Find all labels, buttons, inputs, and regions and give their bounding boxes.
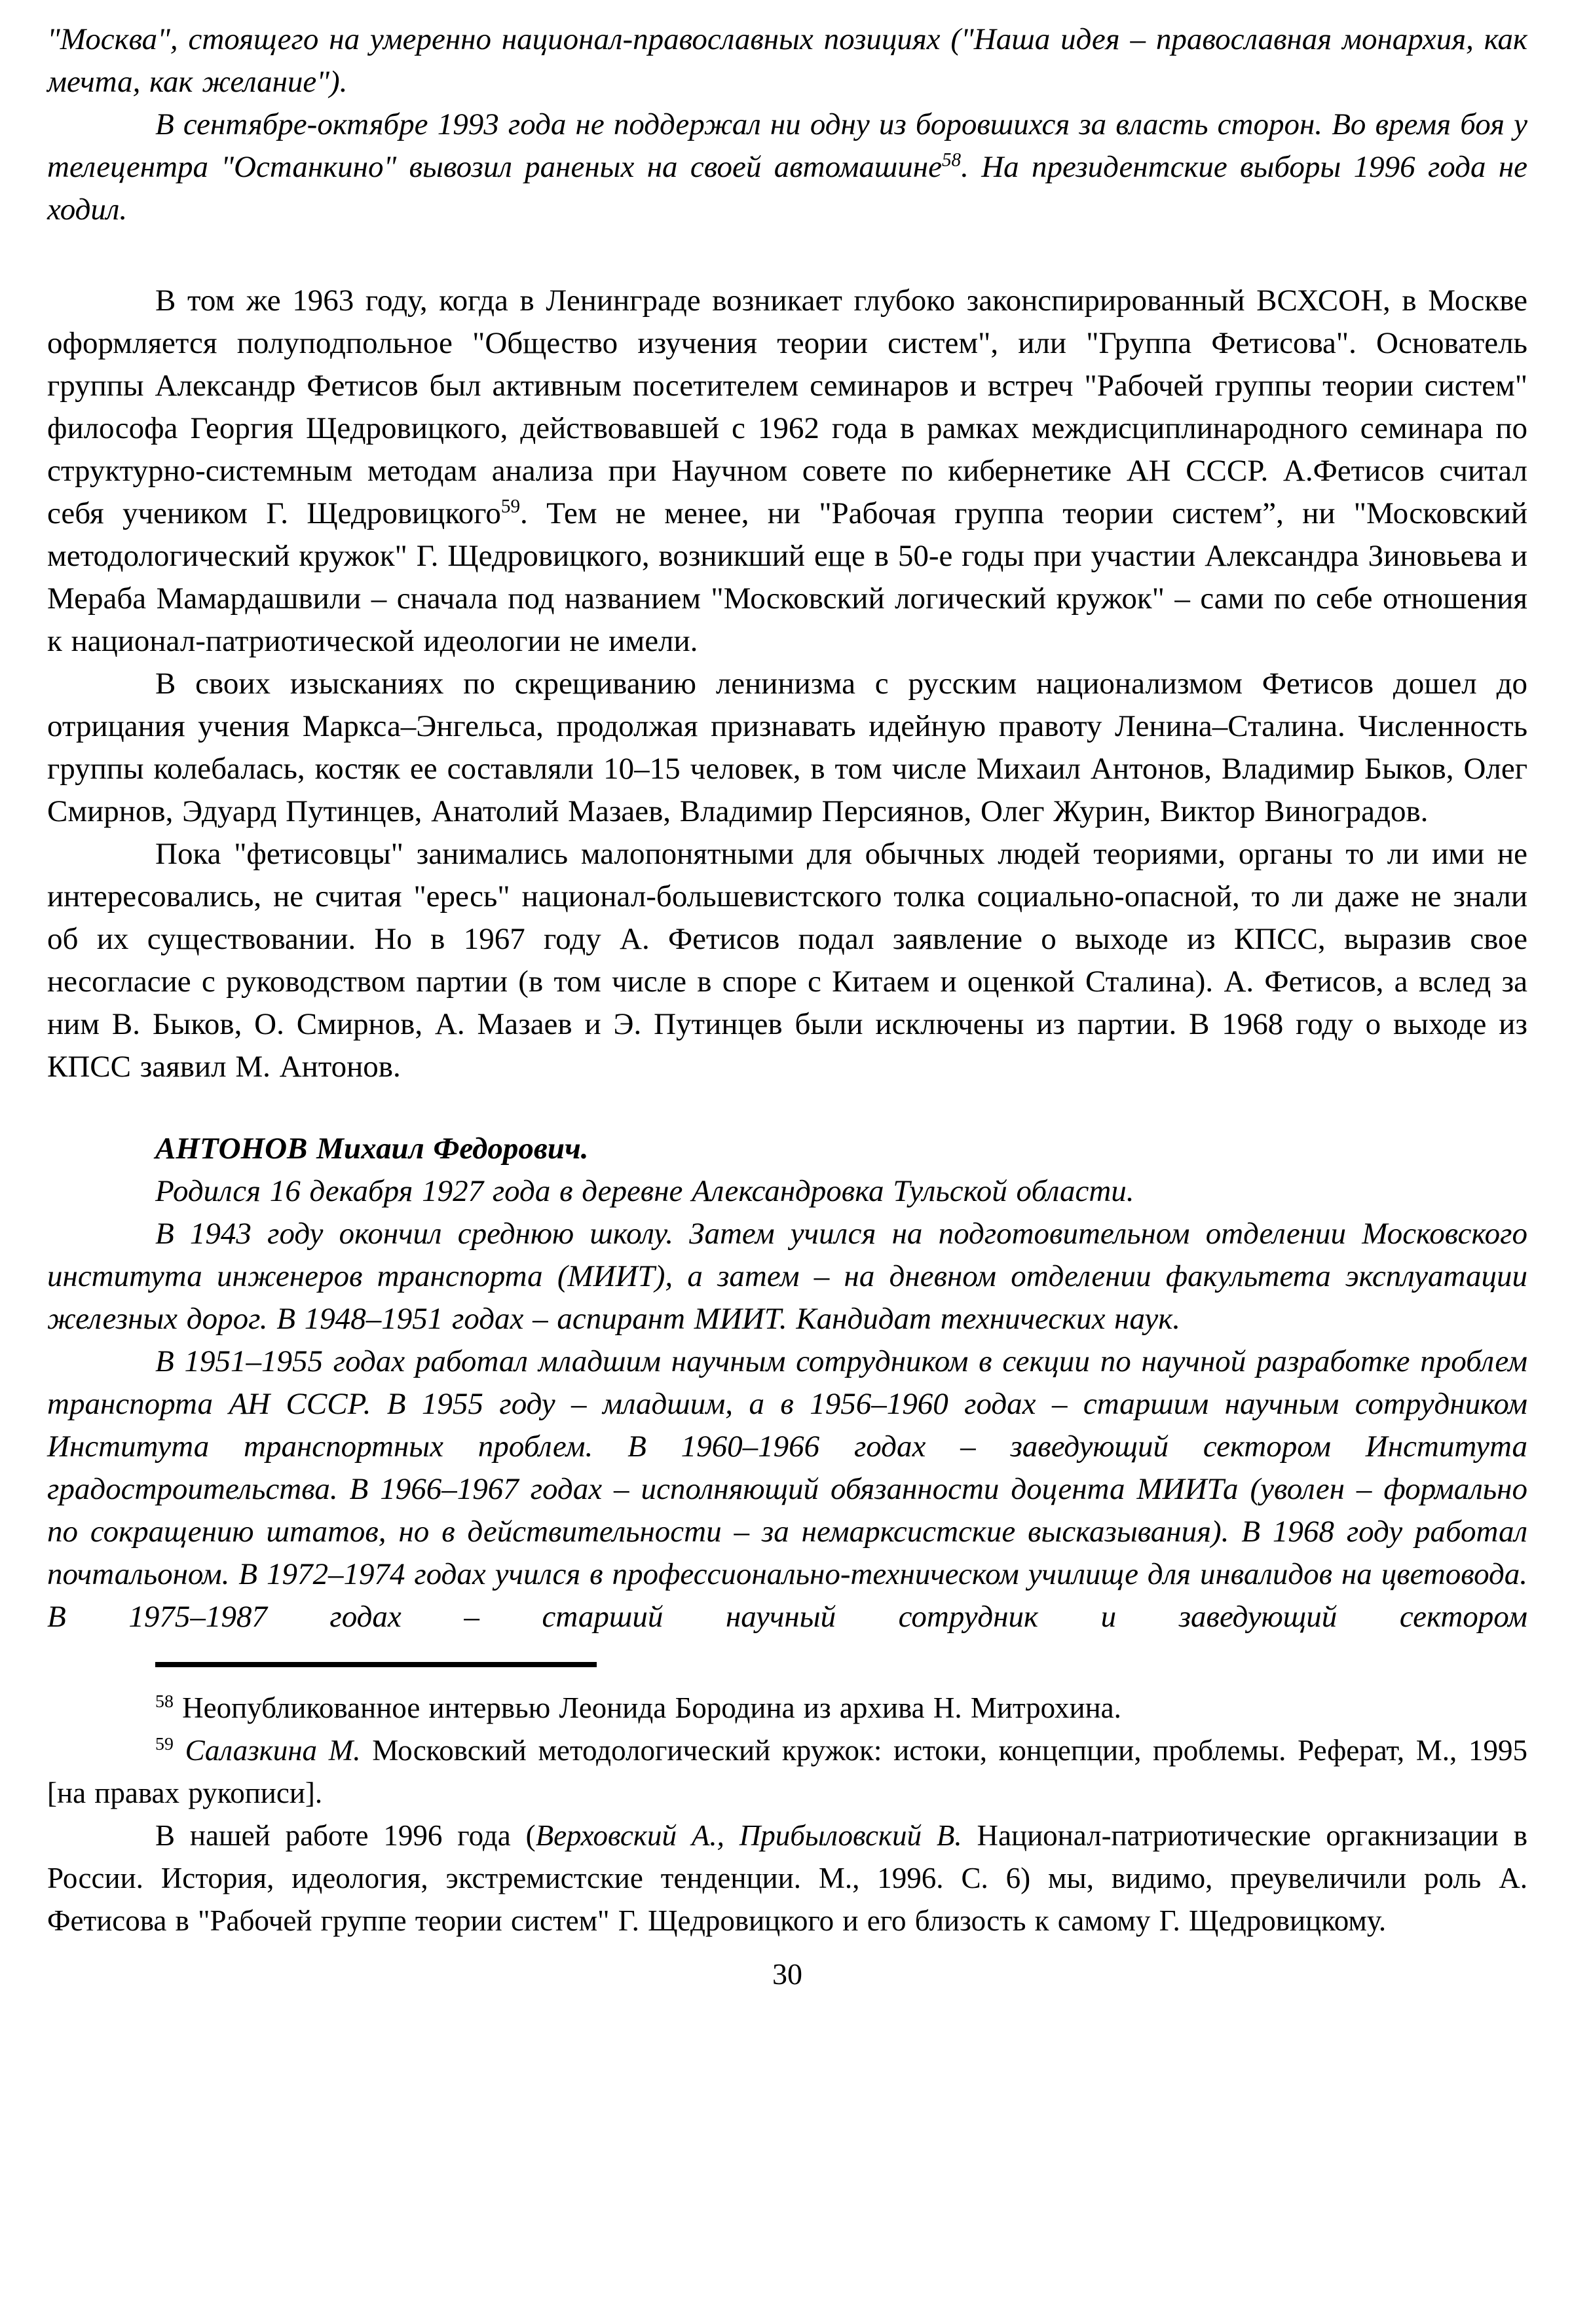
- text-run: В том же 1963 году, когда в Ленинграде возникает глубоко законспирированный ВСХСОН, в Москве оформляется полуподпольное "Общество изучения теории систем", или "Группа Фетисова". Основатель группы Александр Фетисов был активным посетителем семинаров и встреч "Рабочей группы теории систем" философа Георгия Щедровицкого, действовавшей с 1962 года в рамках междисциплинародного семинара по структурно-системным методам анализа при Научном совете по кибернетике АН СССР. А.Фетисов считал себя учеником Г. Щедровицкого: [47, 284, 1527, 530]
- paragraph-fetisov-group-origin: [47, 280, 1527, 663]
- paragraph-antonov-birth: [47, 1170, 1527, 1213]
- section-antonov-bio: [47, 1128, 1527, 1638]
- paragraph-antonov-education: [47, 1213, 1527, 1340]
- footnote-separator: [155, 1662, 597, 1667]
- paragraph-1993-events: [47, 103, 1527, 231]
- text-run: Национал-патриотические оргакнизации в России. История, идеология, экстремистские тенденции. М., 1996. С. 6) мы, видимо, преувеличили роль А. Фетисова в "Рабочей группе теории систем" Г. Щедровицкого и его близость к самому Г. Щедровицкому.: [47, 1819, 1528, 1937]
- paragraph-moskva-continuation: [47, 18, 1527, 103]
- text-run: Неопубликованное интервью Леонида Бородина из архива Н. Митрохина.: [173, 1691, 1121, 1724]
- text-run: Московский методологический кружок: истоки, концепции, проблемы. Реферат, М., 1995 [на правах рукописи].: [47, 1734, 1527, 1809]
- text-run: В 1951–1955 годах работал младшим научным сотрудником в секции по научной разработке проблем транспорта АН СССР. В 1955 году – младшим, а в 1956–1960 годах – старшим научным сотрудником Института транспортных проблем. В 1960–1966 годах – заведующий сектором Института градостроительства. В 1966–1967 годах – исполняющий обязанности доцента МИИТа (уволен – формально по сокращению штатов, но в действительности – за немарксистские высказывания). В 1968 году работал почтальоном. В 1972–1974 годах учился в профессионально-техническом училище для инвалидов на цветовода. В 1975–1987 годах – старший научный сотрудник и заведующий сектором: [47, 1344, 1527, 1634]
- heading-antonov: [47, 1128, 1527, 1170]
- text-run: . Тем не менее, ни "Рабочая группа теории систем”, ни "Московский методологический кружок" Г. Щедровицкого, возникший еще в 50-е годы при участии Александра Зиновьева и Мераба Мамардашвили – сначала под названием "Московский логический кружок" – сами по себе отношения к национал-патриотической идеологии не имели.: [47, 496, 1528, 658]
- section-intro: [47, 18, 1527, 231]
- text-run: Салазкина М.: [185, 1734, 361, 1767]
- footnote-unnumbered-1996: [47, 1815, 1527, 1942]
- text-run: Пока "фетисовцы" занимались малопонятными для обычных людей теориями, органы то ли ими не интересовались, не считая "ересь" национал-большевистского толка социально-опасной, то ли даже не знали об их существовании. Но в 1967 году А. Фетисов подал заявление о выходе из КПСС, выразив свое несогласие с руководством партии (в том числе в споре с Китаем и оценкой Сталина). А. Фетисов, а вслед за ним В. Быков, О. Смирнов, А. Мазаев и Э. Путинцев были исключены из партии. В 1968 году о выходе из КПСС заявил М. Антонов.: [47, 837, 1527, 1084]
- text-run: [174, 1734, 185, 1767]
- footnote-ref: 59: [155, 1734, 174, 1754]
- text-run: Верховский А., Прибыловский В.: [535, 1819, 962, 1852]
- text-run: В нашей работе 1996 года (: [155, 1819, 536, 1852]
- page-number: 30: [772, 1957, 802, 1991]
- section-footnotes: [47, 1687, 1527, 1942]
- text-run: АНТОНОВ Михаил Федорович.: [155, 1132, 589, 1166]
- footnote-ref: 59: [500, 496, 521, 517]
- section-fetisov-group: [47, 280, 1527, 1088]
- footnote-ref: 58: [941, 149, 962, 171]
- text-run: "Москва", стоящего на умеренно национал-православных позициях ("Наша идея – православная монархия, как мечта, как желание").: [47, 22, 1527, 99]
- footnote-59: [47, 1729, 1527, 1815]
- paragraph-kpss-exit: [47, 833, 1527, 1088]
- paragraph-fetisov-ideology: [47, 663, 1527, 833]
- text-run: В 1943 году окончил среднюю школу. Затем учился на подготовительном отделении Московского института инженеров транспорта (МИИТ), а затем – на дневном отделении факультета эксплуатации железных дорог. В 1948–1951 годах – аспирант МИИТ. Кандидат технических наук.: [47, 1217, 1527, 1336]
- text-run: Родился 16 декабря 1927 года в деревне Александровка Тульской области.: [155, 1174, 1134, 1208]
- text-run: В своих изысканиях по скрещиванию ленинизма с русским национализмом Фетисов дошел до отрицания учения Маркса–Энгельса, продолжая признавать идейную правоту Ленина–Сталина. Численность группы колебалась, костяк ее составляли 10–15 человек, в том числе Михаил Антонов, Владимир Быков, Олег Смирнов, Эдуард Путинцев, Анатолий Мазаев, Владимир Персиянов, Олег Журин, Виктор Виноградов.: [47, 667, 1527, 828]
- footnote-ref: 58: [155, 1691, 174, 1712]
- text-run: . На президентские выборы 1996 года не ходил.: [47, 150, 1527, 227]
- footnote-58: [47, 1687, 1527, 1729]
- text-run: В сентябре-октябре 1993 года не поддержал ни одну из боровшихся за власть сторон. Во время боя у телецентра "Останкино" вывозил раненых на своей автомашине: [47, 107, 1527, 184]
- paragraph-antonov-career: [47, 1340, 1527, 1638]
